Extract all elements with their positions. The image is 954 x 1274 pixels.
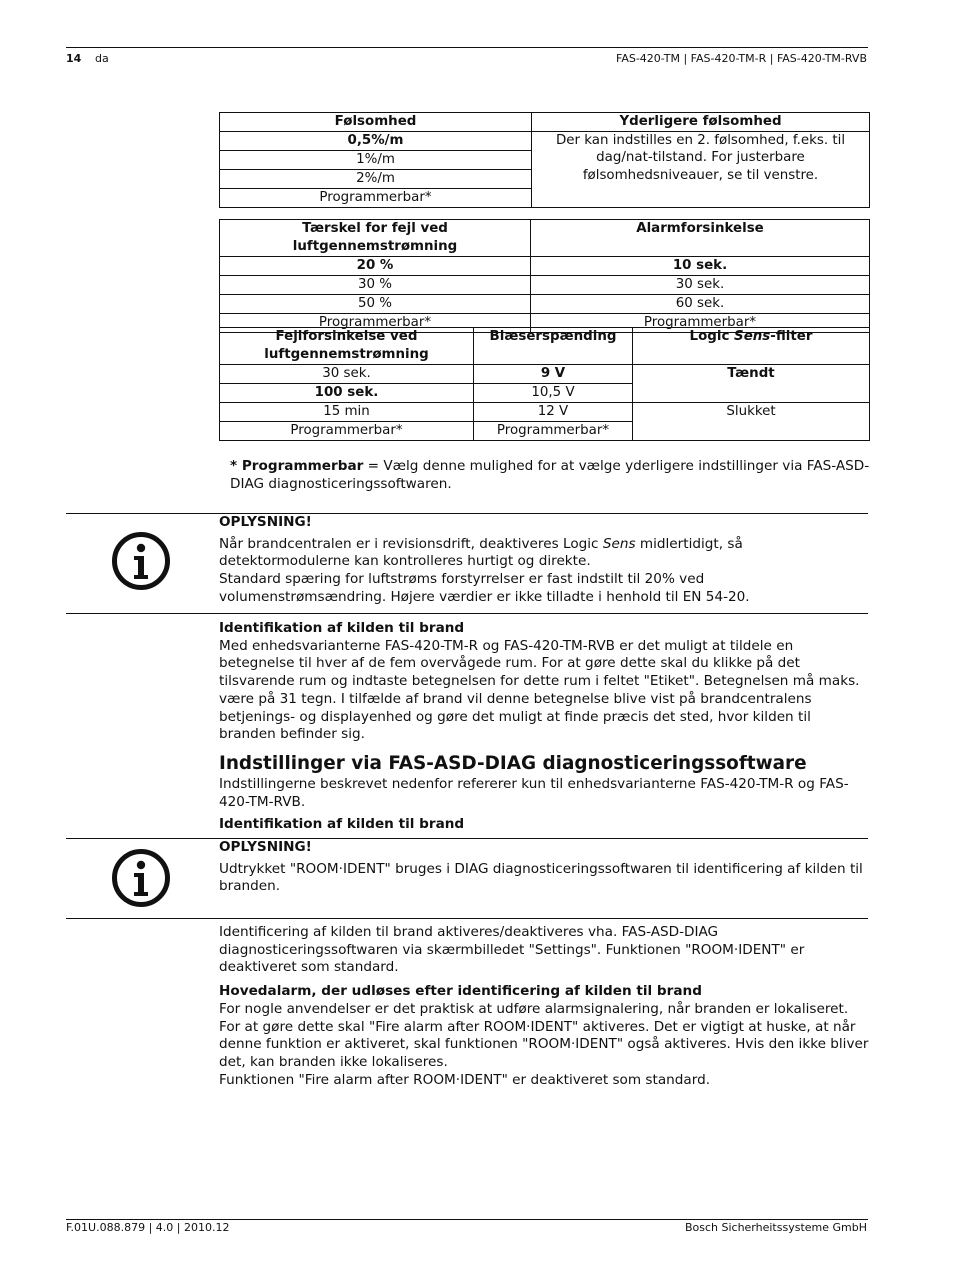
table-cell: 100 sek.: [220, 384, 474, 403]
note-box: [219, 514, 869, 607]
table-header: Fejlforsinkelse ved luftgennemstrømning: [220, 328, 474, 365]
table-cell: 0,5%/m: [220, 132, 532, 151]
section-activation: [219, 924, 869, 1089]
table-cell: Der kan indstilles en 2. følsomhed, f.eks. til dag/nat-tilstand. For justerbare følsomhedsniveauer, se til venstre.: [532, 132, 870, 208]
note-box: [219, 839, 869, 896]
section-text: Funktionen "Fire alarm after ROOM·IDENT" er deaktiveret som standard.: [219, 1071, 711, 1088]
section-text: Identificering af kilden til brand aktiveres/deaktiveres vha. FAS-ASD-DIAG diagnosticeringssoftwaren via skærmbilledet "Settings". Funktionen "ROOM·IDENT" er deaktiveret som standard.: [219, 924, 805, 976]
table-cell: 1%/m: [220, 151, 532, 170]
footer-rule: [66, 1219, 868, 1220]
chapter-heading: Indstillinger via FAS-ASD-DIAG diagnosticeringssoftware: [219, 753, 807, 774]
table-cell: Tændt: [633, 365, 870, 403]
table-cell: 9 V: [474, 365, 633, 384]
note-rule-bottom: [66, 613, 868, 614]
note-title: OPLYSNING!: [219, 514, 312, 530]
table-header: Yderligere følsomhed: [532, 113, 870, 132]
info-icon: [111, 531, 171, 591]
header-rule: [66, 47, 868, 48]
table-cell: Slukket: [633, 403, 870, 441]
note-text: Standard spæring for luftstrøms forstyrrelser er fast indstilt til 20% ved volumenstrømsændring. Højere værdier er ikke tilladte i henhold til EN 54-20.: [219, 571, 750, 605]
footnote: * Programmerbar = Vælg denne mulighed for at vælge yderligere indstillinger via FAS-ASD-DIAG diagnosticeringssoftwaren.: [230, 458, 870, 492]
product-title: FAS-420-TM | FAS-420-TM-R | FAS-420-TM-RVB: [616, 52, 867, 65]
note-text: Når brandcentralen er i revisionsdrift, deaktiveres Logic Sens midlertidigt, så detektormodulerne kan kontrolleres hurtigt og direkte.: [219, 535, 743, 570]
note-rule-bottom: [66, 918, 868, 919]
table-cell: 10 sek.: [531, 257, 870, 276]
table-cell: 30 sek.: [531, 276, 870, 295]
table-cell: Programmerbar*: [220, 189, 532, 208]
table-cell: Programmerbar*: [531, 314, 870, 333]
section-heading: Hovedalarm, der udløses efter identificering af kilden til brand: [219, 983, 702, 1000]
table-header: Tærskel for fejl ved luftgennemstrømning: [220, 220, 531, 257]
section-heading: Identifikation af kilden til brand: [219, 620, 465, 636]
table-cell: 20 %: [220, 257, 531, 276]
airflow-threshold-table: [219, 219, 870, 333]
section-text: Med enhedsvarianterne FAS-420-TM-R og FAS-420-TM-RVB er det muligt at tildele en betegnelse til hver af de fem overvågede rum. For at gøre dette skal du klikke på det tilsvarende rum og indtaste betegnelsen for dette rum i feltet "Etiket". Betegnelsen må maks. være på 31 tegn. I tilfælde af brand vil denne betegnelse blive vist på brandcentralens betjenings- og displayenhed og gøre det muligt at finde præcis det sted, hvor kilden til branden befinder sig.: [219, 637, 860, 743]
table-header: Blæserspænding: [474, 328, 633, 365]
section-text: For nogle anvendelser er det praktisk at udføre alarmsignalering, når branden er lokaliseret. For at gøre dette skal "Fire alarm after ROOM·IDENT" aktiveres. Det er vigtigt at huske, at når denne funktion er aktiveret, skal funktionen "ROOM·IDENT" også aktiveres. Hvis den ikke bliver det, kan branden ikke lokaliseres.: [219, 1000, 869, 1070]
company-name: Bosch Sicherheitssysteme GmbH: [684, 1221, 867, 1234]
table-cell: 30 sek.: [220, 365, 474, 384]
table-header: Alarmforsinkelse: [531, 220, 870, 257]
table-cell: 30 %: [220, 276, 531, 295]
document-id: F.01U.088.879 | 4.0 | 2010.12: [66, 1221, 230, 1234]
table-cell: Programmerbar*: [474, 422, 633, 441]
note-title: OPLYSNING!: [219, 839, 312, 855]
fault-delay-table: [219, 327, 870, 441]
sensitivity-table: [219, 112, 870, 208]
table-cell: Programmerbar*: [220, 314, 531, 333]
page-number: 14: [66, 52, 82, 65]
language-code: da: [95, 52, 109, 65]
table-cell: 15 min: [220, 403, 474, 422]
info-icon: [111, 848, 171, 908]
table-cell: 50 %: [220, 295, 531, 314]
section-text: Indstillingerne beskrevet nedenfor refererer kun til enhedsvarianterne FAS-420-TM-R og FAS-420-TM-RVB.: [219, 776, 849, 810]
table-header: Følsomhed: [220, 113, 532, 132]
section-identification: [219, 620, 869, 744]
table-cell: 12 V: [474, 403, 633, 422]
note-text: Udtrykket "ROOM·IDENT" bruges i DIAG diagnosticeringssoftwaren til identificering af kilden til branden.: [219, 860, 863, 895]
table-cell: Programmerbar*: [220, 422, 474, 441]
table-cell: 2%/m: [220, 170, 532, 189]
table-cell: 60 sek.: [531, 295, 870, 314]
table-cell: 10,5 V: [474, 384, 633, 403]
table-header: Logic Sens-filter: [633, 328, 870, 365]
section-heading: Identifikation af kilden til brand: [219, 816, 465, 832]
